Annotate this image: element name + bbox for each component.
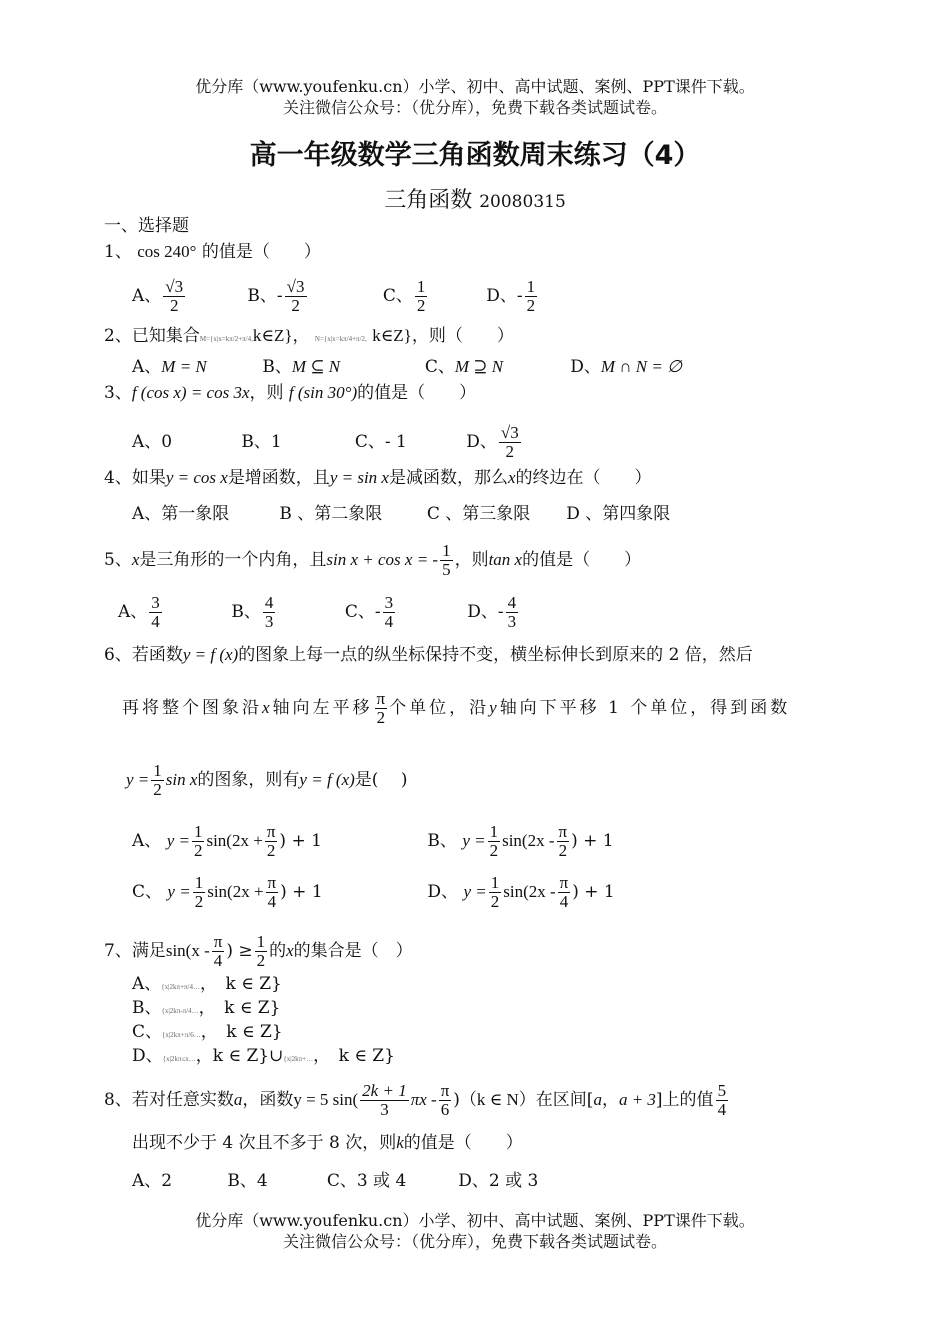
q2-option-a: A、M = N xyxy=(132,357,207,377)
q3-expression-2: f (sin 30°) xyxy=(288,383,358,402)
q5-options xyxy=(118,594,520,631)
q6-option-b: B、 y = $\frac{1}{2}$ sin(2x - $\frac{\pi}{2}$ ) + 1 xyxy=(427,822,614,860)
question-6-line-1: 6、若函数y = f (x)的图象上每一点的纵坐标保持不变，横坐标伸长到原来的 2 倍，然后 xyxy=(104,645,753,665)
question-4: 4、如果y = cos x是增函数，且y = sin x是减函数，那么x的终边在（ ） xyxy=(104,468,652,488)
q6-option-d: D、 y = $\frac{1}{2}$ sin(2x - $\frac{\pi}{4}$ ) + 1 xyxy=(427,873,615,911)
q8-option-b: B、4 xyxy=(227,1171,268,1191)
q3-options xyxy=(132,424,523,461)
q4-option-a: A、第一象限 xyxy=(132,504,230,524)
q8-options xyxy=(132,1169,538,1193)
q2-set-m: M={x|x=kπ/2+π/4, xyxy=(199,335,253,343)
subtitle-text: 三角函数 xyxy=(384,188,473,213)
q8-option-a: A、2 xyxy=(132,1171,173,1191)
question-1 xyxy=(104,240,321,264)
q1-option-d: D、- $\frac{1}{2}$ xyxy=(486,277,536,315)
q1-option-a: A、 $\frac{√3}{2}$ xyxy=(132,277,184,315)
q8-option-c: C、3 或 4 xyxy=(326,1171,407,1191)
footer-line-2: 关注微信公众号：（优分库），免费下载各类试题试卷。 xyxy=(282,1232,667,1251)
q6-options-row-1 xyxy=(132,823,614,860)
q2-option-b: B、M ⊆ N xyxy=(262,357,341,377)
section-heading: 一、选择题 xyxy=(104,216,189,236)
q3-expression-1: f (cos x) = cos 3x xyxy=(131,383,250,402)
question-8-line-1: 8、若对任意实数a，函数y = 5 sin( $\frac{2k + 1}{3}$ πx - $\frac{\pi}{6}$ )（k ∈ N）在区间[a，a + 3]上的值 $\frac{5}{4}$ xyxy=(104,1081,727,1119)
question-5: 5、x是三角形的一个内角，且sin x + cos x = - $\frac{1}{5}$ ，则tan x的值是（ ） xyxy=(104,541,642,579)
page-subtitle xyxy=(0,183,950,214)
question-8-line-2: 出现不少于 4 次且不多于 8 次，则k的值是（ ） xyxy=(132,1133,523,1153)
q2-options xyxy=(132,355,682,379)
q7-option-a: A、{x|2kπ+π/4…， k ∈ Z} xyxy=(132,974,282,994)
header-line-1: 优分库（www.youfenku.cn）小学、初中、高中试题、案例、PPT课件下载。 xyxy=(195,77,755,96)
footer-line-1: 优分库（www.youfenku.cn）小学、初中、高中试题、案例、PPT课件下载。 xyxy=(195,1211,755,1230)
q5-option-b: B、 $\frac{4}{3}$ xyxy=(231,593,274,631)
q7-option-d: D、{x|2kπ≤x…，k ∈ Z}∪{x|2kπ+…， k ∈ Z} xyxy=(132,1046,395,1066)
q1-option-c: C、 $\frac{1}{2}$ xyxy=(382,277,426,315)
q6-option-a: A、 y = $\frac{1}{2}$ sin(2x + $\frac{\pi}{2}$ ) + 1 xyxy=(132,822,322,860)
q5-option-a: A、 $\frac{3}{4}$ xyxy=(118,593,160,631)
q7-option-c: C、{x|2kπ+π/6…， k ∈ Z} xyxy=(132,1022,283,1042)
question-7: 7、满足sin(x - $\frac{\pi}{4}$ ) ≥ $\frac{1}{2}$ 的x的集合是（ ） xyxy=(104,932,413,970)
q4-options xyxy=(132,502,670,526)
q6-options-row-2 xyxy=(132,874,615,911)
q3-option-c: C、- 1 xyxy=(354,432,407,452)
q3-option-d: D、 $\frac{√3}{2}$ xyxy=(466,423,519,461)
question-6-line-2: 再将整个图象沿x轴向左平移 $\frac{\pi}{2}$ 个单位，沿y轴向下平移 1 个单位，得到函数 xyxy=(122,689,791,727)
q2-k-in-z-1: k∈Z}， xyxy=(252,326,310,345)
subtitle-date: 20080315 xyxy=(479,192,566,212)
q1-expression: cos 240° xyxy=(137,242,197,261)
q4-option-c: C 、第三象限 xyxy=(426,504,531,524)
question-2 xyxy=(104,324,514,351)
q2-set-n: N={x|x=kπ/4+π/2, xyxy=(314,335,367,343)
question-6-line-3: y = $\frac{1}{2}$ sin x的图象，则有y = f (x)是( ) xyxy=(126,761,408,799)
q4-option-b: B 、第二象限 xyxy=(279,504,383,524)
question-3: 3、f (cos x) = cos 3x，则 f (sin 30°)的值是（ ） xyxy=(104,383,477,403)
q3-option-a: A、0 xyxy=(132,432,173,452)
q2-option-d: D、M ∩ N = ∅ xyxy=(570,357,682,377)
q1-options xyxy=(132,278,539,315)
q5-option-c: C、- $\frac{3}{4}$ xyxy=(344,593,394,631)
q4-option-d: D 、第四象限 xyxy=(566,504,671,524)
q1-number: 1、 xyxy=(104,242,132,262)
q1-option-b: B、- $\frac{√3}{2}$ xyxy=(247,277,305,315)
q6-option-c: C、 y = $\frac{1}{2}$ sin(2x + $\frac{\pi}{4}$ ) + 1 xyxy=(132,873,323,911)
page-title: 高一年级数学三角函数周末练习（4） xyxy=(249,140,701,171)
q3-option-b: B、1 xyxy=(241,432,282,452)
q2-option-c: C、M ⊇ N xyxy=(424,357,504,377)
q7-option-b: B、{x|2kπ-π/4…， k ∈ Z} xyxy=(132,998,281,1018)
q1-tail: 的值是（ ） xyxy=(201,242,321,262)
q2-k-in-z-2: k∈Z}，则（ ） xyxy=(372,326,514,345)
q5-option-d: D、- $\frac{4}{3}$ xyxy=(467,593,517,631)
q8-option-d: D、2 或 3 xyxy=(458,1171,539,1191)
header-line-2: 关注微信公众号：（优分库），免费下载各类试题试卷。 xyxy=(282,98,667,117)
q2-stem: 2、已知集合 xyxy=(104,326,200,346)
